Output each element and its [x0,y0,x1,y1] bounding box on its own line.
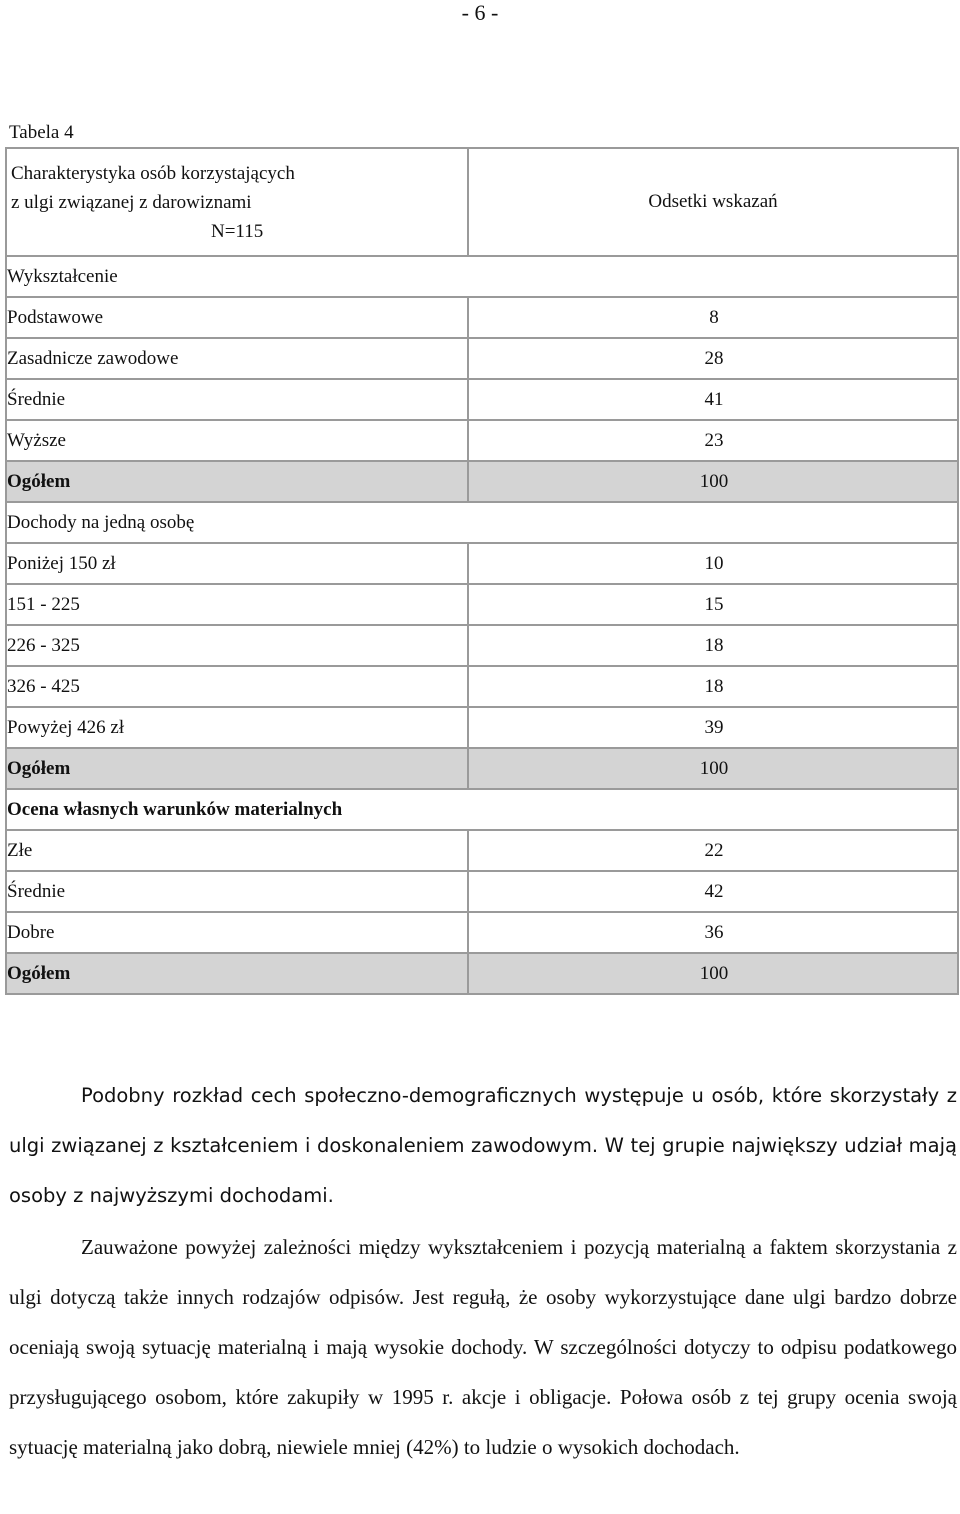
section-title-row [6,256,958,297]
row-label: Podstawowe [6,297,468,338]
table-row [6,338,958,379]
total-row [6,461,958,502]
row-value-cell [468,543,958,584]
section-title: Ocena własnych warunków materialnych [6,789,958,830]
row-value: 10 [704,552,724,574]
row-value: 41 [704,388,724,410]
paragraph-1 [9,1071,957,1221]
header-line2 [11,188,467,217]
row-value: 28 [704,347,724,369]
section-title: Dochody na jedną osobę [6,502,958,543]
row-label: Złe [6,830,468,871]
row-label: Dobre [6,912,468,953]
row-label: Zasadnicze zawodowe [6,338,468,379]
row-value: 18 [704,675,724,697]
row-label: Średnie [6,871,468,912]
total-value: 100 [699,757,729,779]
table-row [6,707,958,748]
table-row [6,625,958,666]
total-row [6,748,958,789]
row-value: 42 [704,880,724,902]
paragraph-2 [9,1222,957,1472]
total-row [6,953,958,994]
row-value: 18 [704,634,724,656]
row-value-cell [468,707,958,748]
row-value-cell [468,871,958,912]
paragraph-2-text: Zauważone powyżej zależności między wykształceniem i pozycją materialną a faktem skorzystania z ulgi dotyczą także innych rodzajów odpisów. Jest regułą, że osoby wykorzystujące dane ulgi bardzo dobrze oceniają swoją sytuację materialną i mają wysokie dochody. W szczególności dotyczy to odpisu podatkowego przysługującego osobom, które zakupiły w 1995 r. akcje i obligacje. Połowa osób z tej grupy ocenia swoją sytuację materialną jako dobrą, niewiele mniej (42%) to ludzie o wysokich dochodach. [9,1235,957,1459]
table-label: Tabela 4 [9,122,74,143]
row-value: 36 [704,921,724,943]
total-value-cell [468,748,958,789]
row-value-cell [468,584,958,625]
row-label: 226 - 325 [6,625,468,666]
table-row [6,830,958,871]
row-value-cell [468,912,958,953]
table-row [6,543,958,584]
row-value-cell [468,666,958,707]
total-label: Ogółem [6,748,468,789]
row-value: 8 [709,306,719,328]
header-line2-prefix: z ulgi związanej z [11,191,153,213]
header-sample-size: N=115 [211,220,264,242]
row-value: 39 [704,716,724,738]
row-value-cell [468,379,958,420]
total-value-cell [468,953,958,994]
total-label: Ogółem [6,953,468,994]
table-row [6,912,958,953]
section-title-row [6,789,958,830]
section-title-row [6,502,958,543]
table-row [6,871,958,912]
header-value-column: Odsetki wskazań [468,148,958,256]
row-label: 151 - 225 [6,584,468,625]
header-line1: Charakterystyka osób korzystających [11,162,295,184]
row-value-cell [468,338,958,379]
row-value: 23 [704,429,724,451]
total-value: 100 [699,470,729,492]
row-value-cell [468,830,958,871]
total-label: Ogółem [6,461,468,502]
row-label: Poniżej 150 zł [6,543,468,584]
row-value-cell [468,420,958,461]
row-label: 326 - 425 [6,666,468,707]
table-row [6,420,958,461]
row-label: Powyżej 426 zł [6,707,468,748]
row-value-cell [468,297,958,338]
total-value-cell [468,461,958,502]
row-label: Wyższe [6,420,468,461]
page-number: - 6 - [461,0,499,25]
table-row [6,666,958,707]
row-value: 22 [704,839,724,861]
section-title: Wykształcenie [6,256,958,297]
row-label: Średnie [6,379,468,420]
header-description-cell [6,148,468,256]
table-row [6,379,958,420]
table-row [6,584,958,625]
row-value: 15 [704,593,724,615]
total-value: 100 [699,962,729,984]
paragraph-1-text: Podobny rozkład cech społeczno-demograficznych występuje u osób, które skorzystały z ulgi związanej z kształceniem i doskonaleniem zawodowym. W tej grupie największy udział mają osoby z najwyższymi dochodami. [9,1084,957,1207]
row-value-cell [468,625,958,666]
data-table [5,147,959,995]
header-line2-highlight: darowiznami [152,191,252,213]
table-header-row [6,148,958,256]
table-row [6,297,958,338]
